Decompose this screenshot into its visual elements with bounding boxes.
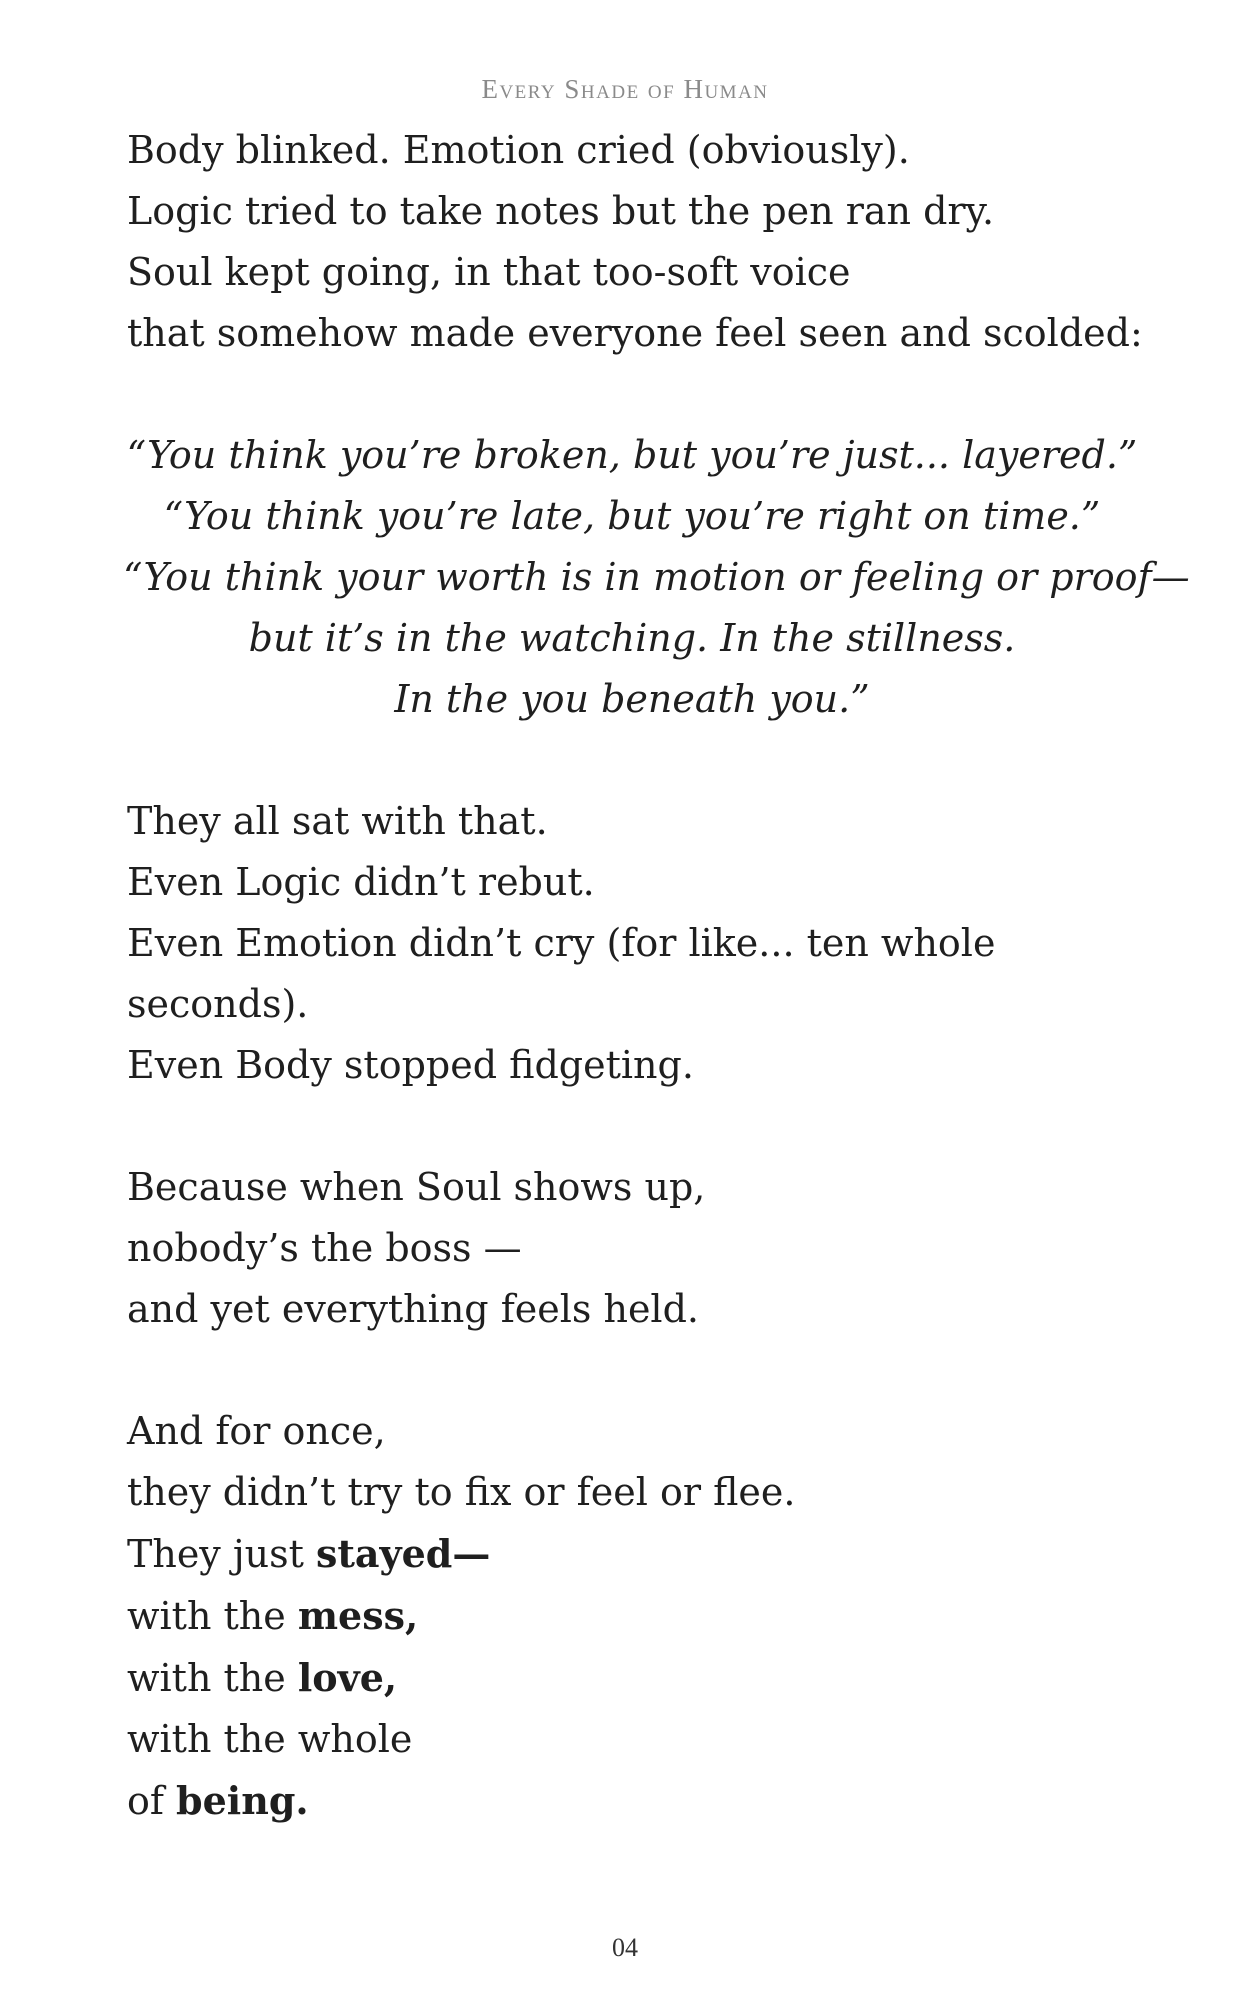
- poem-line: [127, 1647, 1137, 1709]
- quote-line: “You think you’re broken, but you’re just... layered.”: [126, 433, 1138, 477]
- poem-line: And for once,: [127, 1409, 386, 1453]
- stanza-2: [127, 791, 1137, 1096]
- stanza-3: [127, 1157, 1137, 1340]
- poem-line: they didn’t try to fix or feel or flee.: [127, 1470, 796, 1514]
- emphasis-text: love,: [297, 1655, 398, 1700]
- emphasis-text: stayed—: [315, 1531, 491, 1576]
- poem-line: Even Body stopped fidgeting.: [127, 1043, 694, 1087]
- poem-line: with the whole: [127, 1717, 413, 1761]
- poem-line: and yet everything feels held.: [127, 1287, 699, 1331]
- poem-line: [127, 1585, 1137, 1647]
- plain-text: of: [127, 1779, 177, 1823]
- poem-line: Body blinked. Emotion cried (obviously).: [127, 128, 910, 172]
- stanza-1: [127, 120, 1143, 364]
- poem-line: nobody’s the boss —: [127, 1226, 522, 1270]
- poem-line: Even Logic didn’t rebut.: [127, 860, 595, 904]
- emphasis-text: being.: [176, 1778, 309, 1823]
- plain-text: They just: [127, 1532, 316, 1576]
- poem-line: They all sat with that.: [127, 799, 548, 843]
- poem-line: [127, 1523, 1137, 1585]
- stanza-4: [127, 1401, 1137, 1832]
- quote-line: “You think your worth is in motion or feeling or proof—: [123, 555, 1190, 599]
- running-header: Every Shade of Human: [481, 74, 769, 104]
- poem-line: [127, 1770, 1137, 1832]
- poem-line: Even Emotion didn’t cry (for like... ten whole: [127, 921, 996, 965]
- plain-text: with the: [127, 1656, 298, 1700]
- page-number: 04: [612, 1933, 638, 1962]
- plain-text: with the: [127, 1594, 298, 1638]
- poem-line: Because when Soul shows up,: [127, 1165, 706, 1209]
- poem-line: that somehow made everyone feel seen and scolded:: [127, 311, 1143, 355]
- poem-line: seconds).: [127, 982, 309, 1026]
- soul-quote-stanza: [123, 425, 1190, 730]
- quote-line: In the you beneath you.”: [394, 677, 870, 721]
- poem-line: Logic tried to take notes but the pen ran dry.: [127, 189, 995, 233]
- quote-line: but it’s in the watching. In the stillness.: [248, 616, 1016, 660]
- quote-line: “You think you’re late, but you’re right on time.”: [163, 494, 1101, 538]
- poem-line: Soul kept going, in that too-soft voice: [127, 250, 851, 294]
- poem-body: [123, 120, 1190, 1893]
- emphasis-text: mess,: [297, 1593, 419, 1638]
